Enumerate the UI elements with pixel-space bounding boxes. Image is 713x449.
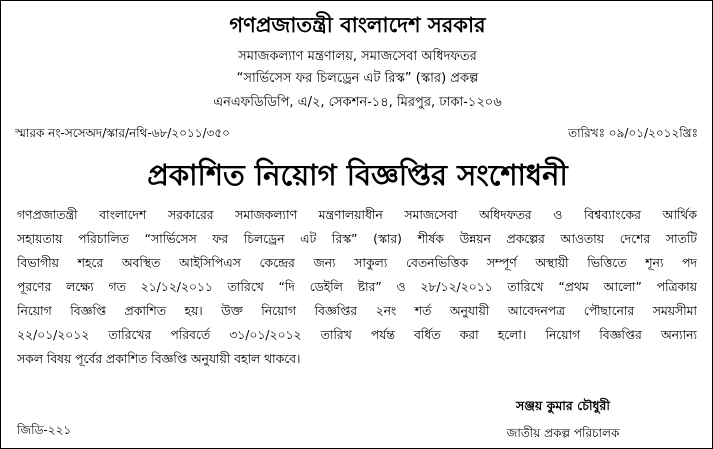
project-line: “সার্ভিসেস ফর চিলড্রেন এট রিস্ক” (স্কার) প্রকল্প [236,71,479,86]
signatory-title: জাতীয় প্রকল্প পরিচালক [506,426,620,440]
publication-code: জিডি-২২১ [17,423,72,437]
memo-date-row [15,125,698,145]
notice-body [17,203,697,371]
signatory-name: সঞ্জয় কুমার চৌধুরী [515,398,611,413]
notice-date: তারিখঃ ০৯/০১/২০১২খ্রিঃ [568,126,698,140]
government-title: গণপ্রজাতন্ত্রী বাংলাদেশ সরকার [229,13,486,37]
ministry-line: সমাজকল্যাণ মন্ত্রণালয়, সমাজসেবা অধিদফতর [238,49,477,64]
memo-number: স্মারক নং-সসেঅদ/স্কার/নথি-৬৮/২০১১/৩৫০ [15,126,230,140]
body-line: পূরণের লক্ষ্যে গত ২১/১২/২০১১ তারিখে “দি ডেইলি ষ্টার” ও ২৮/১২/২০১১ তারিখে “প্রথম আলো” পত্রিকায় [17,280,697,294]
notice-heading: প্রকাশিত নিয়োগ বিজ্ঞপ্তির সংশোধনী [147,158,568,192]
body-line: নিয়োগ বিজ্ঞপ্তি প্রকাশিত হয়। উক্ত নিয়োগ বিজ্ঞপ্তির ২নং শর্ত অনুযায়ী আবেদনপত্র পৌছানোর সময়সীমা [17,304,697,318]
body-line: গণপ্রজাতন্ত্রী বাংলাদেশ সরকারের সমাজকল্যাণ মন্ত্রণালয়াধীন সমাজসেবা অধিদফতর ও বিশ্বব্যাংকের আর্থিক [17,208,697,222]
body-line: সকল বিষয় পূর্বের প্রকাশিত বিজ্ঞপ্তি অনুযায়ী বহাল থাকবে। [17,352,301,366]
address-line: এনএফডিডিপি, এ/২, সেকশন-১৪, মিরপুর, ঢাকা-১২০৬ [213,95,502,110]
body-line: সহায়তায় পরিচালিত “সার্ভিসেস ফর চিলড্রেন এট রিস্ক” (স্কার) শীর্ষক উন্নয়ন প্রকল্পের আওতায় দেশের সাতটি [17,232,697,246]
body-line: ২২/০১/২০১২ তারিখের পরিবর্তে ৩১/০১/২০১২ তারিখ পর্যন্ত বর্ধিত করা হলো। নিয়োগ বিজ্ঞপ্তির অন্যান্য [17,328,697,342]
body-line: বিভাগীয় শহরে অবস্থিত আইসিপিএস কেন্দ্রের জন্য সাকুল্য বেতনভিত্তিক সম্পূর্ণ অস্থায়ী ভিত্তিতে শূন্য পদ [17,256,697,270]
